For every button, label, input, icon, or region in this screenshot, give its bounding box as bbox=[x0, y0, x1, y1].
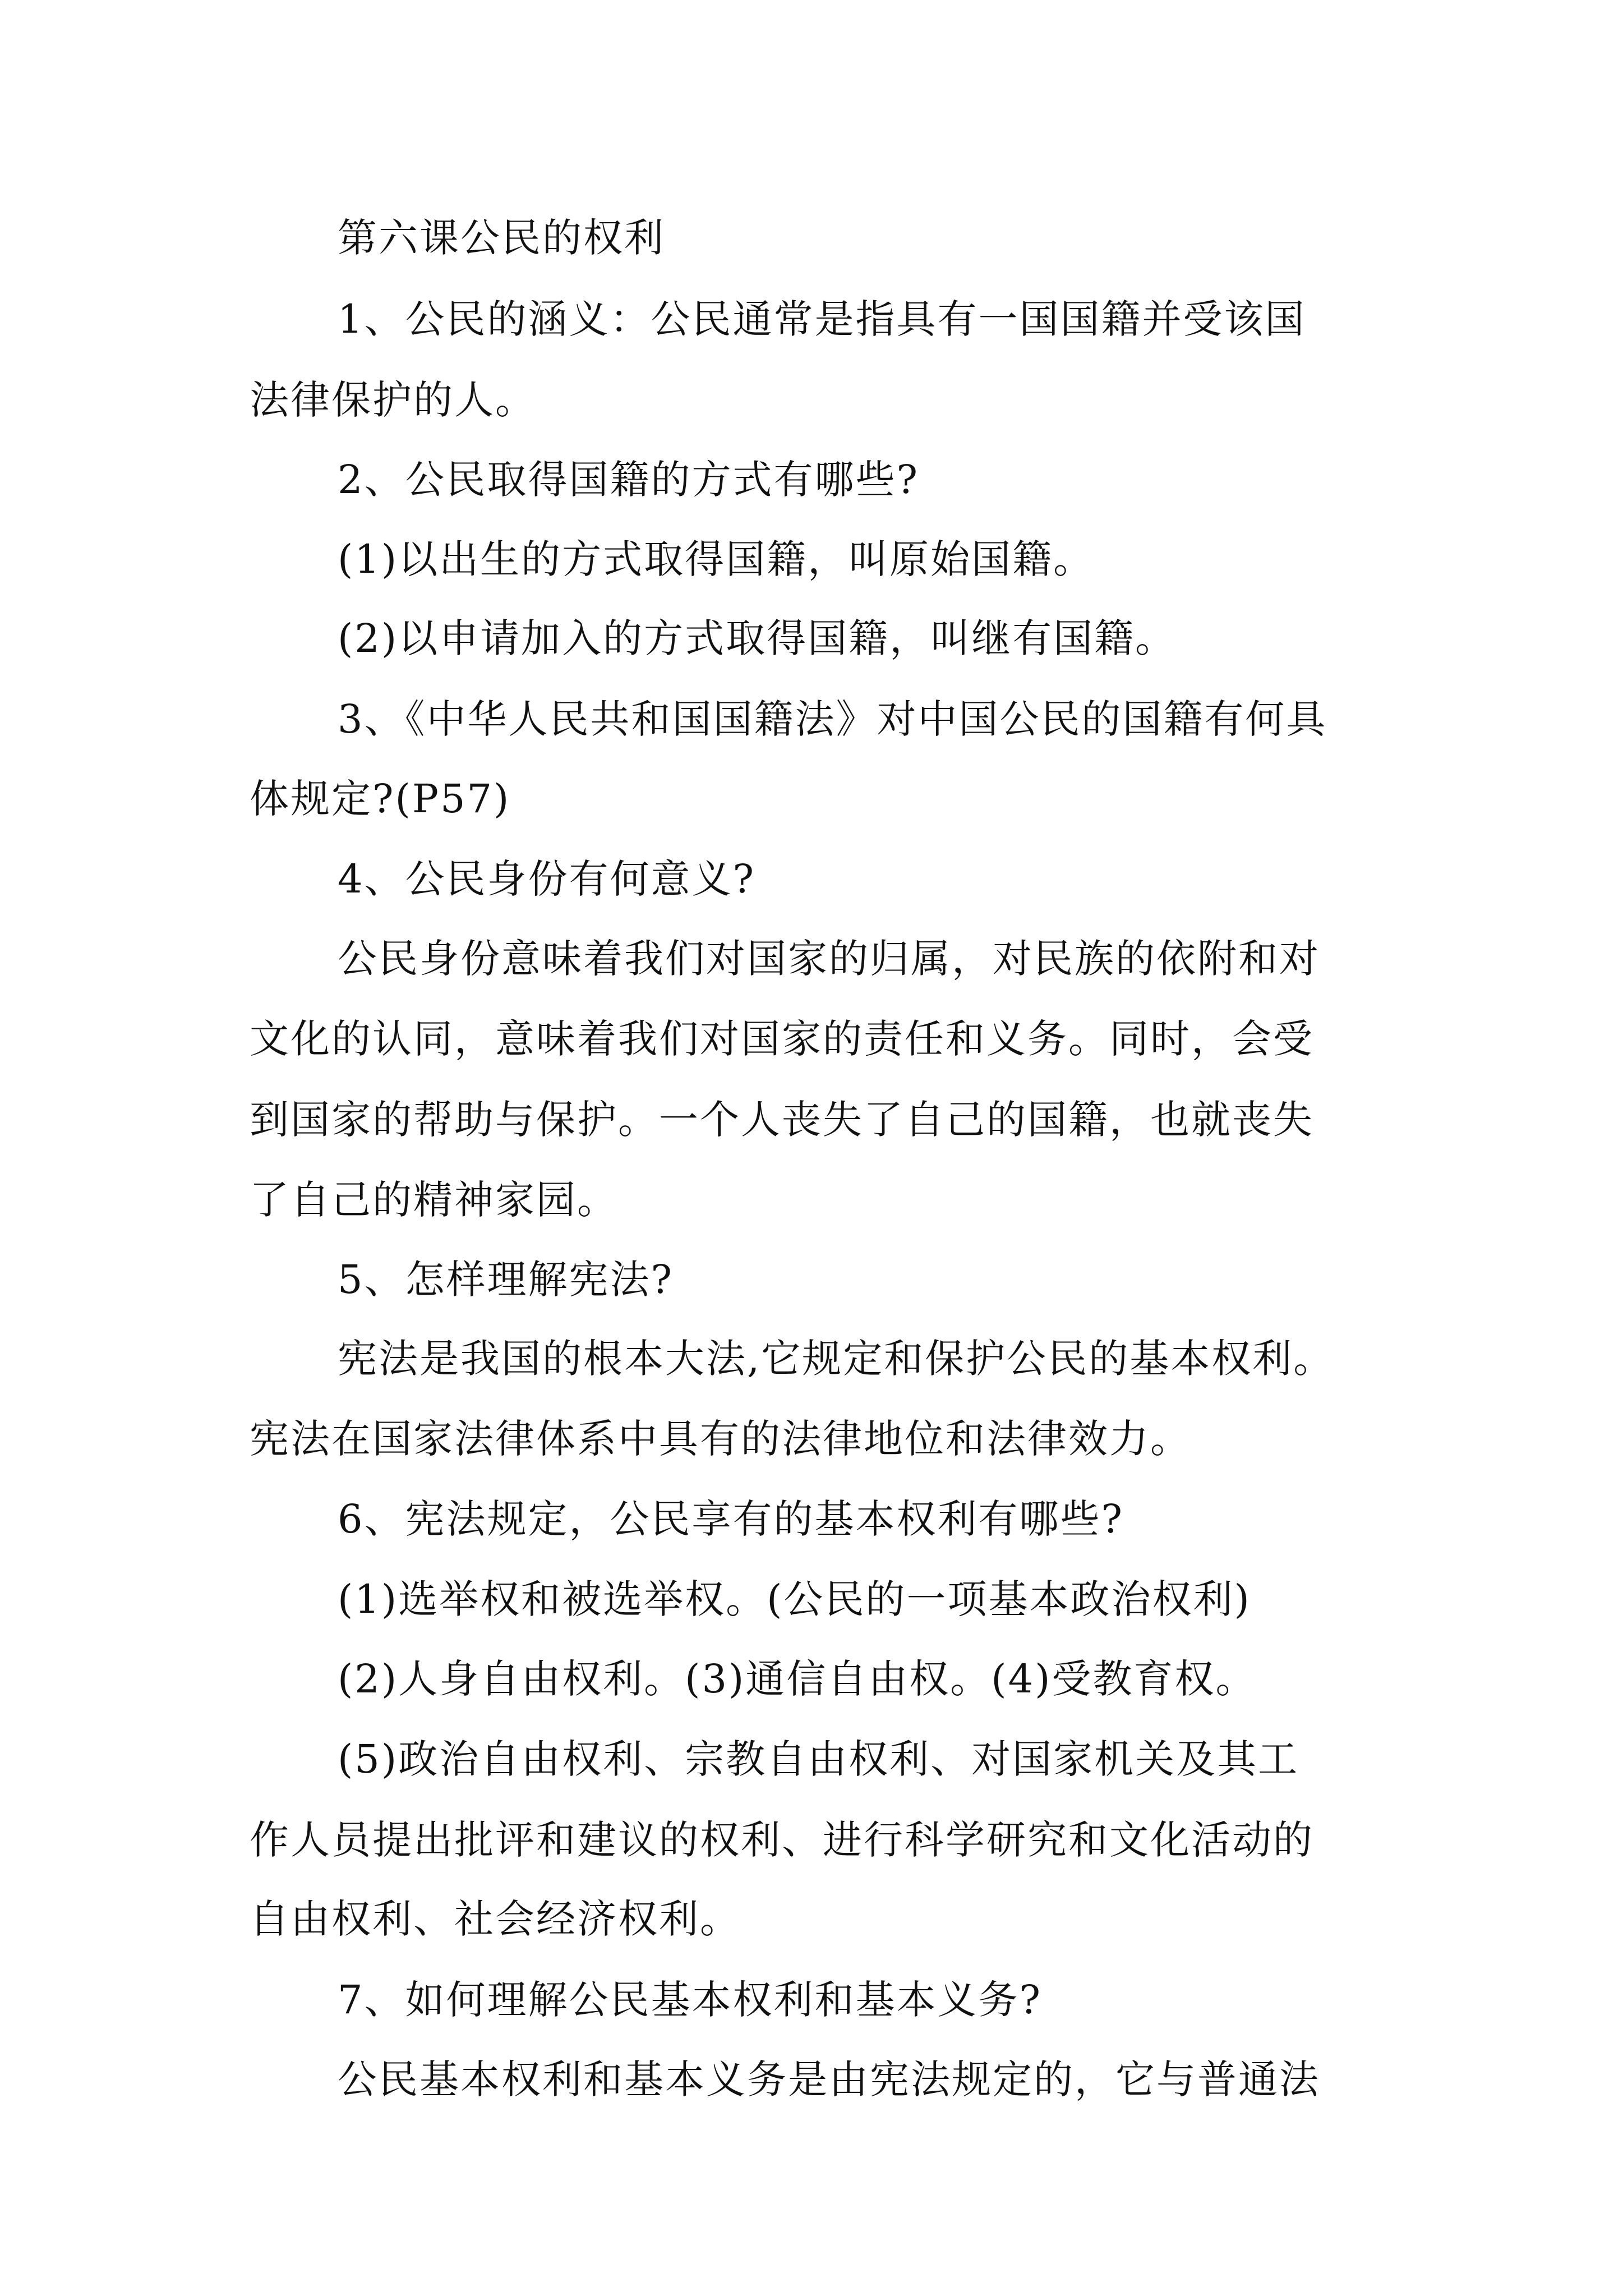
question-heading: 4、公民身份有何意义? bbox=[338, 856, 756, 902]
text-line: 自由权利、社会经济权利。 bbox=[250, 1896, 741, 1942]
text-line: 宪法是我国的根本大法,它规定和保护公民的基本权利。 bbox=[338, 1336, 1335, 1382]
question-heading: 3、《中华人民共和国国籍法》对中国公民的国籍有何具 bbox=[338, 696, 1327, 742]
text-line: (1)以出生的方式取得国籍，叫原始国籍。 bbox=[338, 536, 1095, 582]
question-heading: 6、宪法规定，公民享有的基本权利有哪些? bbox=[338, 1496, 1124, 1542]
text-line: 公民身份意味着我们对国家的归属，对民族的依附和对 bbox=[338, 936, 1320, 982]
text-line: 体规定?(P57) bbox=[250, 776, 511, 822]
text-line: 了自己的精神家园。 bbox=[250, 1177, 618, 1223]
text-line: (1)选举权和被选举权。(公民的一项基本政治权利) bbox=[338, 1576, 1251, 1622]
text-line: 作人员提出批评和建议的权利、进行科学研究和文化活动的 bbox=[250, 1817, 1314, 1863]
question-heading: 7、如何理解公民基本权利和基本义务? bbox=[338, 1977, 1043, 2023]
text-line: (2)人身自由权利。(3)通信自由权。(4)受教育权。 bbox=[338, 1656, 1257, 1702]
text-line: 文化的认同，意味着我们对国家的责任和义务。同时，会受 bbox=[250, 1016, 1314, 1062]
text-line: 法律保护的人。 bbox=[250, 377, 536, 423]
text-line: (5)政治自由权利、宗教自由权利、对国家机关及其工 bbox=[338, 1736, 1299, 1782]
question-heading: 5、怎样理解宪法? bbox=[338, 1257, 674, 1303]
question-heading: 2、公民取得国籍的方式有哪些? bbox=[338, 457, 920, 503]
text-line: (2)以申请加入的方式取得国籍，叫继有国籍。 bbox=[338, 615, 1177, 661]
text-line: 1、公民的涵义：公民通常是指具有一国国籍并受该国 bbox=[338, 296, 1306, 342]
text-line: 到国家的帮助与保护。一个人丧失了自己的国籍，也就丧失 bbox=[250, 1097, 1314, 1143]
text-line: 公民基本权利和基本义务是由宪法规定的，它与普通法 bbox=[338, 2056, 1320, 2102]
lesson-title: 第六课公民的权利 bbox=[338, 215, 665, 261]
text-line: 宪法在国家法律体系中具有的法律地位和法律效力。 bbox=[250, 1416, 1191, 1462]
